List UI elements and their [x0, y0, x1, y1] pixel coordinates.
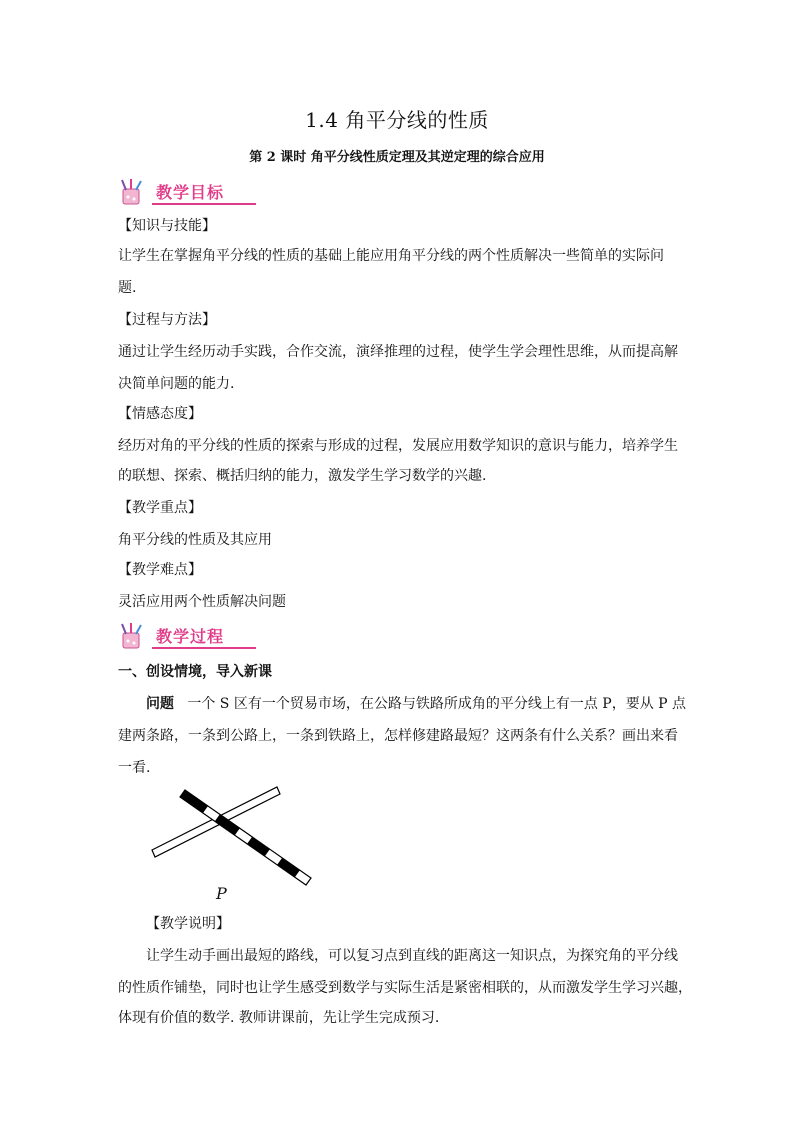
- process-method-line-1: 通过让学生经历动手实践，合作交流，演绎推理的过程，使学生学会理性思维，从而提高解: [118, 344, 678, 360]
- section-banner-underline: [152, 203, 256, 205]
- problem-line-2: 建两条路，一条到公路上，一条到铁路上，怎样修建路最短？这两条有什么关系？画出来看: [118, 728, 678, 744]
- problem-line-1: [146, 694, 706, 714]
- pencil-cup-icon: [116, 178, 148, 206]
- explain-line-2: 的性质作铺垫，同时也让学生感受到数学与实际生活是紧密相联的，从而激发学生学习兴趣，: [118, 980, 692, 996]
- knowledge-heading: 【知识与技能】: [118, 218, 216, 234]
- key-point-heading: 【教学重点】: [118, 500, 202, 516]
- page-title: 1.4 角平分线的性质: [305, 108, 489, 132]
- section-banner-process: [116, 622, 246, 650]
- problem-label: 问题: [146, 696, 174, 712]
- section-banner-label: 教学目标: [156, 183, 225, 202]
- process-method-line-2: 决简单问题的能力.: [118, 376, 235, 392]
- knowledge-text-line-2: 题.: [118, 280, 137, 296]
- key-point-text: 角平分线的性质及其应用: [118, 532, 272, 548]
- step-1-heading: 一、创设情境，导入新课: [118, 664, 272, 680]
- pencil-cup-icon: [116, 622, 148, 650]
- road-railway-figure: [146, 782, 326, 912]
- section-banner-label: 教学过程: [156, 627, 225, 646]
- problem-line-3: 一看.: [118, 760, 151, 776]
- explain-line-3: 体现有价值的数学. 教师讲课前，先让学生完成预习.: [118, 1010, 440, 1026]
- difficulty-text: 灵活应用两个性质解决问题: [118, 594, 286, 610]
- knowledge-text-line-1: 让学生在掌握角平分线的性质的基础上能应用角平分线的两个性质解决一些简单的实际问: [118, 248, 664, 264]
- problem-text-line-1: 一个 S 区有一个贸易市场，在公路与铁路所成角的平分线上有一点 P，要从 P 点: [187, 696, 687, 712]
- attitude-heading: 【情感态度】: [118, 406, 202, 422]
- page-subtitle: 第 2 课时 角平分线性质定理及其逆定理的综合应用: [249, 150, 545, 165]
- point-p-label: P: [216, 884, 227, 903]
- section-banner-goals: [116, 178, 246, 206]
- process-method-heading: 【过程与方法】: [118, 312, 216, 328]
- attitude-line-1: 经历对角的平分线的性质的探索与形成的过程，发展应用数学知识的意识与能力，培养学生: [118, 438, 678, 454]
- explain-heading: 【教学说明】: [146, 916, 230, 932]
- section-banner-underline: [152, 647, 256, 649]
- explain-line-1: 让学生动手画出最短的路线，可以复习点到直线的距离这一知识点，为探究角的平分线: [146, 948, 678, 964]
- difficulty-heading: 【教学难点】: [118, 562, 202, 578]
- attitude-line-2: 的联想、探索、概括归纳的能力，激发学生学习数学的兴趣.: [118, 468, 487, 484]
